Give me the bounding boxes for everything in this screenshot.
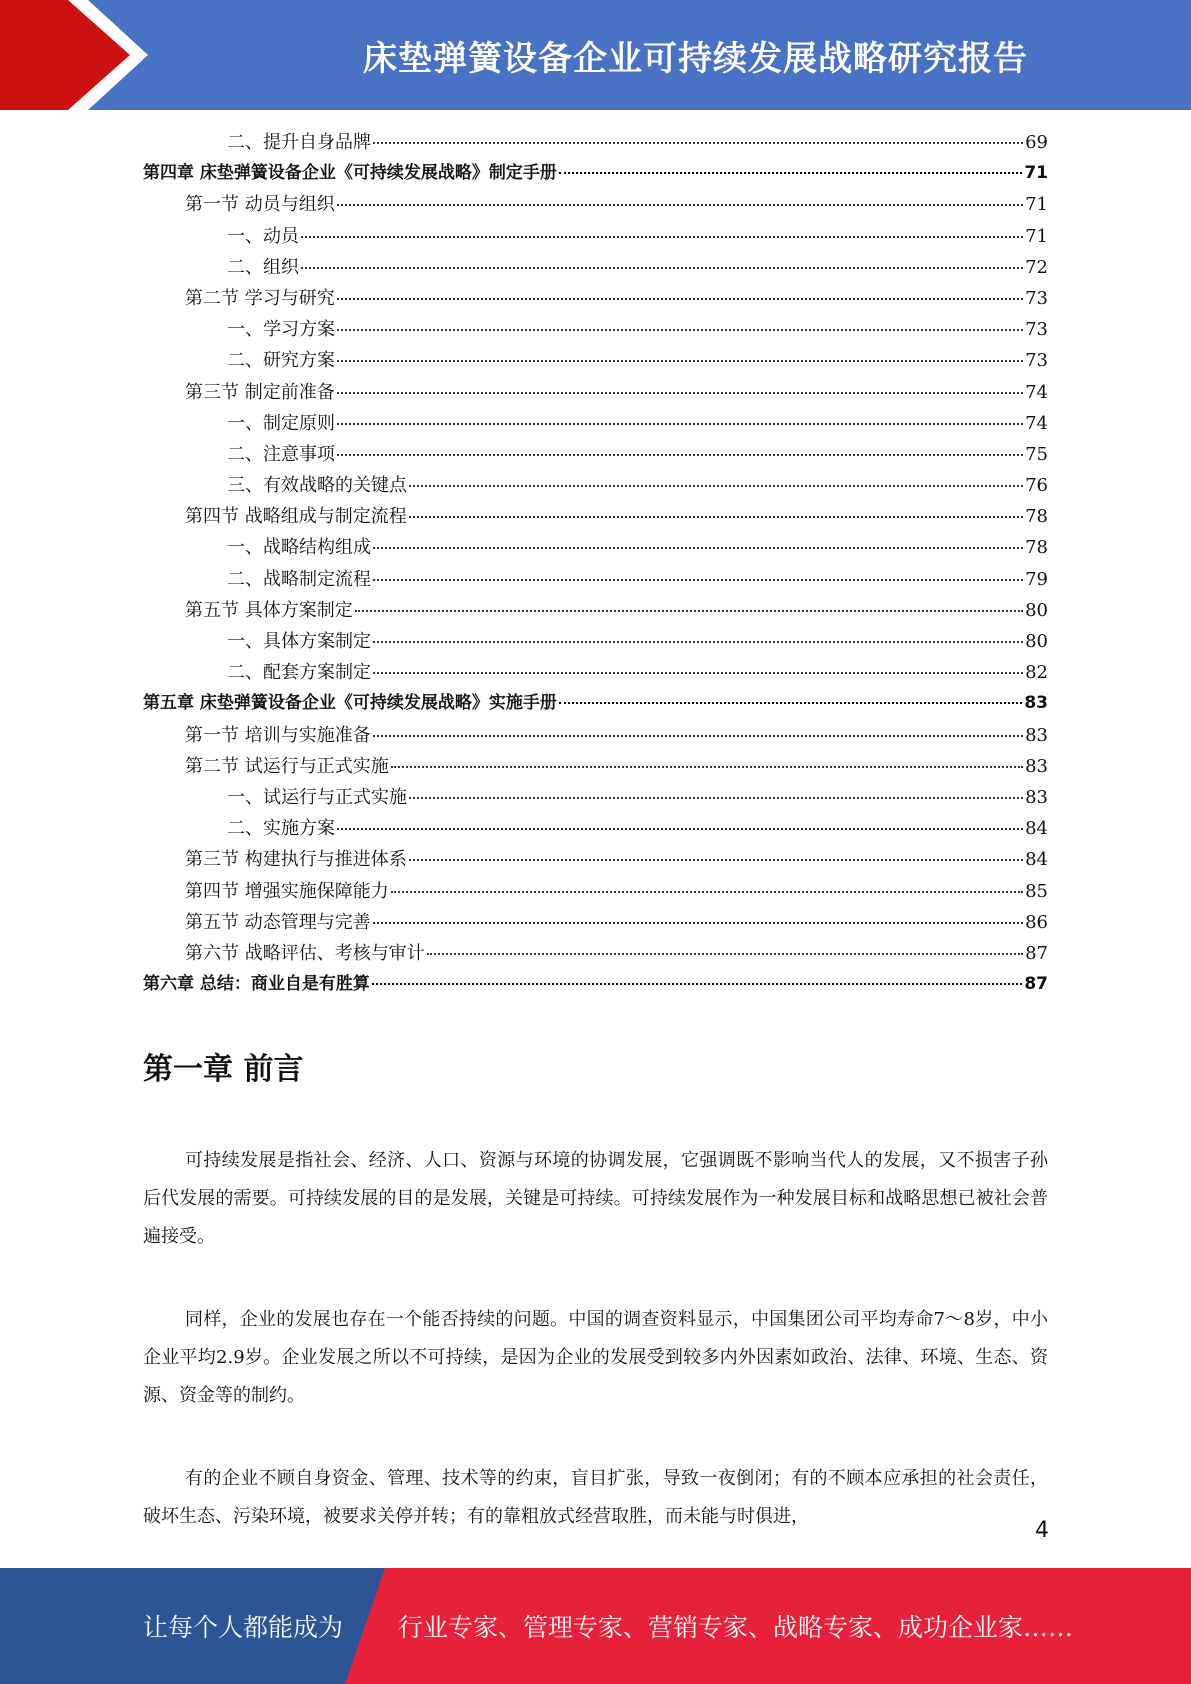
- toc-entry[interactable]: [143, 564, 1048, 595]
- toc-entry-page: 71: [1025, 194, 1048, 216]
- toc-entry[interactable]: [143, 969, 1048, 1000]
- toc-entry-page: 76: [1025, 475, 1048, 497]
- toc-entry-page: 75: [1025, 443, 1048, 465]
- toc-entry-title: 第四节 增强实施保障能力: [185, 880, 389, 902]
- toc-entry[interactable]: [143, 813, 1048, 844]
- toc-dot-leader: [337, 298, 1023, 300]
- toc-entry[interactable]: [143, 501, 1048, 532]
- toc-entry[interactable]: [143, 751, 1048, 782]
- toc-dot-leader: [373, 641, 1023, 643]
- toc-entry-title: 第一节 动员与组织: [185, 194, 335, 216]
- toc-entry[interactable]: [143, 844, 1048, 875]
- toc-entry-page: 83: [1025, 755, 1048, 777]
- toc-entry-page: 80: [1025, 631, 1048, 652]
- paragraph: 同样，企业的发展也存在一个能否持续的问题。中国的调查资料显示，中国集团公司平均寿命7～8岁，中小企业平均2.9岁。企业发展之所以不可持续，是因为企业的发展受到较多内外因素如政治、法律、环境、生态、资源、资金等的制约。: [143, 1309, 1048, 1406]
- toc-entry[interactable]: [143, 314, 1048, 345]
- toc-entry-page: 80: [1025, 599, 1048, 621]
- toc-entry-title: 一、战略结构组成: [227, 537, 371, 559]
- table-of-contents: [143, 127, 1048, 1000]
- toc-entry-page: 78: [1025, 537, 1048, 559]
- toc-entry[interactable]: [143, 252, 1048, 283]
- toc-entry[interactable]: [143, 158, 1048, 189]
- toc-dot-leader: [337, 204, 1023, 206]
- toc-dot-leader: [337, 828, 1023, 830]
- toc-dot-leader: [409, 485, 1023, 487]
- toc-entry-title: 第二节 试运行与正式实施: [185, 755, 389, 777]
- toc-dot-leader: [409, 859, 1023, 861]
- toc-entry-title: 第六节 战略评估、考核与审计: [185, 942, 425, 964]
- toc-entry-title: 二、注意事项: [227, 443, 335, 465]
- toc-dot-leader: [373, 579, 1023, 581]
- toc-entry[interactable]: [143, 688, 1048, 719]
- toc-entry-page: 73: [1025, 350, 1048, 372]
- toc-entry[interactable]: [143, 377, 1048, 408]
- toc-entry[interactable]: [143, 876, 1048, 907]
- report-title: 床垫弹簧设备企业可持续发展战略研究报告: [363, 38, 1028, 79]
- toc-entry-page: 83: [1025, 724, 1048, 746]
- toc-entry-page: 74: [1025, 412, 1048, 434]
- paragraph: 有的企业不顾自身资金、管理、技术等的约束，盲目扩张，导致一夜倒闭；有的不顾本应承担的社会责任，破坏生态、污染环境，被要求关停并转；有的靠粗放式经营取胜，而未能与时俱进，: [143, 1468, 1048, 1527]
- toc-dot-leader: [373, 672, 1023, 674]
- toc-entry-title: 第四节 战略组成与制定流程: [185, 506, 407, 528]
- toc-dot-leader: [337, 454, 1023, 456]
- toc-entry-title: 二、战略制定流程: [227, 568, 371, 590]
- toc-entry-title: 一、动员: [227, 225, 299, 247]
- toc-entry-title: 第三节 构建执行与推进体系: [185, 849, 407, 871]
- toc-dot-leader: [373, 547, 1023, 549]
- toc-dot-leader: [373, 922, 1023, 924]
- toc-entry-title: 二、组织: [227, 256, 299, 278]
- toc-entry[interactable]: [143, 720, 1048, 751]
- chapter-heading: 第一章 前言: [143, 1052, 304, 1087]
- toc-dot-leader: [301, 267, 1023, 269]
- toc-entry-page: 84: [1025, 849, 1048, 871]
- toc-entry[interactable]: [143, 782, 1048, 813]
- toc-dot-leader: [372, 983, 1022, 985]
- toc-entry-page: 78: [1025, 506, 1048, 528]
- toc-entry-title: 第六章 总结：商业自是有胜算: [143, 974, 370, 995]
- footer-slogan-right: 行业专家、管理专家、营销专家、战略专家、成功企业家……: [398, 1613, 1074, 1642]
- toc-entry-title: 二、实施方案: [227, 818, 335, 840]
- toc-entry[interactable]: [143, 626, 1048, 657]
- paragraph: 可持续发展是指社会、经济、人口、资源与环境的协调发展，它强调既不影响当代人的发展，又不损害子孙后代发展的需要。可持续发展的目的是发展，关键是可持续。可持续发展作为一种发展目标和战略思想已被社会普遍接受。: [143, 1150, 1048, 1247]
- toc-dot-leader: [409, 797, 1023, 799]
- toc-entry-page: 73: [1025, 287, 1048, 309]
- toc-entry[interactable]: [143, 408, 1048, 439]
- toc-entry[interactable]: [143, 127, 1048, 158]
- toc-entry-title: 一、学习方案: [227, 319, 335, 341]
- toc-dot-leader: [559, 172, 1022, 174]
- toc-entry[interactable]: [143, 189, 1048, 220]
- toc-entry-page: 73: [1025, 319, 1048, 341]
- toc-entry[interactable]: [143, 595, 1048, 626]
- page-number: 4: [1035, 1518, 1049, 1543]
- toc-entry[interactable]: [143, 345, 1048, 376]
- toc-entry-title: 二、提升自身品牌: [227, 132, 371, 153]
- toc-entry[interactable]: [143, 938, 1048, 969]
- toc-entry-page: 71: [1024, 163, 1048, 184]
- toc-dot-leader: [355, 610, 1023, 612]
- toc-entry-page: 85: [1025, 880, 1048, 902]
- toc-entry-page: 82: [1025, 662, 1048, 684]
- toc-entry-title: 二、配套方案制定: [227, 662, 371, 684]
- header-arrow-decoration: [0, 0, 160, 110]
- toc-dot-leader: [391, 891, 1023, 893]
- toc-entry[interactable]: [143, 470, 1048, 501]
- toc-entry-page: 86: [1025, 911, 1048, 933]
- toc-entry-page: 83: [1024, 693, 1048, 714]
- page-header: [0, 0, 1191, 110]
- toc-dot-leader: [337, 329, 1023, 331]
- toc-dot-leader: [409, 516, 1023, 518]
- toc-entry-title: 一、制定原则: [227, 412, 335, 434]
- toc-entry-title: 第一节 培训与实施准备: [185, 724, 371, 746]
- toc-entry-title: 第四章 床垫弹簧设备企业《可持续发展战略》制定手册: [143, 163, 557, 184]
- toc-entry-title: 第五节 动态管理与完善: [185, 911, 371, 933]
- toc-entry-page: 72: [1025, 256, 1048, 278]
- toc-dot-leader: [373, 735, 1023, 737]
- toc-entry-title: 第三节 制定前准备: [185, 381, 335, 403]
- toc-dot-leader: [373, 142, 1023, 144]
- toc-dot-leader: [391, 766, 1023, 768]
- toc-entry[interactable]: [143, 657, 1048, 688]
- toc-entry[interactable]: [143, 221, 1048, 252]
- toc-entry[interactable]: [143, 283, 1048, 314]
- toc-entry-title: 第五章 床垫弹簧设备企业《可持续发展战略》实施手册: [143, 693, 557, 714]
- toc-entry-page: 79: [1025, 568, 1048, 590]
- toc-dot-leader: [337, 423, 1023, 425]
- toc-entry[interactable]: [143, 907, 1048, 938]
- toc-entry[interactable]: [143, 532, 1048, 563]
- toc-entry-page: 69: [1025, 132, 1048, 153]
- toc-entry-page: 84: [1025, 818, 1048, 840]
- toc-entry[interactable]: [143, 439, 1048, 470]
- toc-dot-leader: [427, 953, 1023, 955]
- toc-dot-leader: [559, 702, 1022, 704]
- footer-slogan-left: 让每个人都能成为: [143, 1613, 344, 1642]
- toc-entry-page: 71: [1025, 225, 1048, 247]
- toc-dot-leader: [337, 360, 1023, 362]
- toc-entry-page: 87: [1024, 974, 1048, 995]
- toc-entry-title: 一、具体方案制定: [227, 631, 371, 652]
- toc-dot-leader: [301, 236, 1023, 238]
- chapter-body: [143, 1142, 1048, 1581]
- toc-entry-page: 74: [1025, 381, 1048, 403]
- toc-entry-title: 二、研究方案: [227, 350, 335, 372]
- toc-entry-title: 第五节 具体方案制定: [185, 599, 353, 621]
- page-footer: [0, 1568, 1191, 1684]
- toc-entry-title: 第二节 学习与研究: [185, 287, 335, 309]
- toc-dot-leader: [337, 392, 1023, 394]
- toc-entry-page: 83: [1025, 786, 1048, 808]
- toc-entry-title: 三、有效战略的关键点: [227, 475, 407, 497]
- toc-entry-title: 一、试运行与正式实施: [227, 786, 407, 808]
- toc-entry-page: 87: [1025, 942, 1048, 964]
